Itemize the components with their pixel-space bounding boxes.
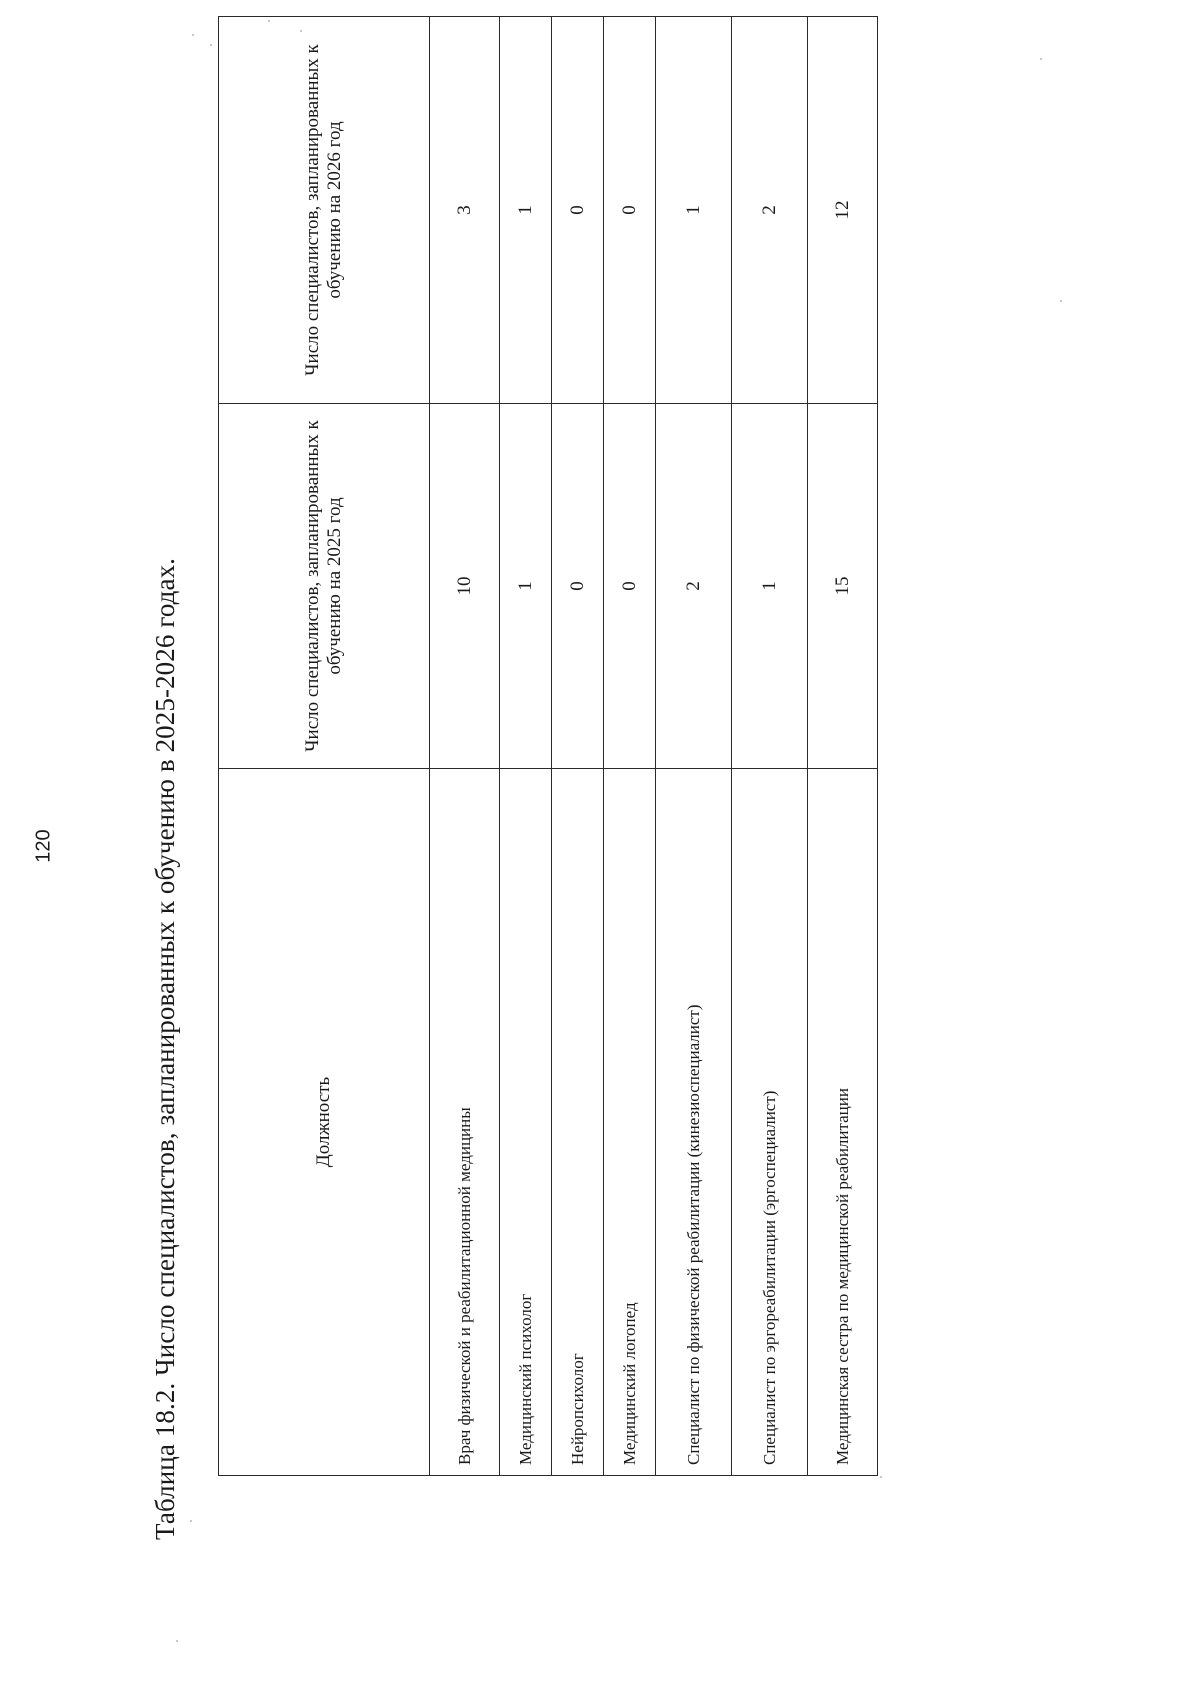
cell-2025: 1 (500, 404, 552, 769)
cell-2026: 12 (808, 17, 878, 404)
specialists-table (218, 16, 878, 1476)
cell-2026: 3 (430, 17, 500, 404)
table-row (732, 17, 808, 1476)
header-year-2026: Число специалистов, запланированных к обучению на 2026 год (219, 17, 430, 404)
cell-position: Нейропсихолог (552, 769, 604, 1476)
cell-2026: 0 (552, 17, 604, 404)
page-number: 120 (32, 829, 55, 863)
table-row (430, 17, 500, 1476)
cell-position: Специалист по физической реабилитации (кинезиоспециалист) (656, 769, 732, 1476)
table-header-row (219, 17, 430, 1476)
scan-speck (176, 1640, 178, 1642)
header-position: Должность (219, 769, 430, 1476)
table-row (656, 17, 732, 1476)
cell-2025: 10 (430, 404, 500, 769)
cell-2025: 0 (552, 404, 604, 769)
cell-position: Врач физической и реабилитационной медицины (430, 769, 500, 1476)
cell-2026: 1 (500, 17, 552, 404)
cell-2025: 0 (604, 404, 656, 769)
cell-position: Специалист по эргореабилитации (эргоспециалист) (732, 769, 808, 1476)
cell-2025: 15 (808, 404, 878, 769)
rotated-page-content (150, 44, 890, 1540)
scan-speck (1040, 58, 1042, 60)
cell-2026: 1 (656, 17, 732, 404)
cell-position: Медицинский психолог (500, 769, 552, 1476)
cell-position: Медицинский логопед (604, 769, 656, 1476)
scan-speck (210, 44, 212, 46)
scan-speck (192, 34, 194, 36)
cell-2026: 2 (732, 17, 808, 404)
cell-2025: 2 (656, 404, 732, 769)
table-row (808, 17, 878, 1476)
cell-2026: 0 (604, 17, 656, 404)
table-row (552, 17, 604, 1476)
header-year-2025: Число специалистов, запланированных к обучению на 2025 год (219, 404, 430, 769)
table-row (500, 17, 552, 1476)
scan-speck (1060, 300, 1062, 302)
table-row (604, 17, 656, 1476)
table-title: Таблица 18.2. Число специалистов, запланированных к обучению в 2025-2026 годах. (150, 557, 180, 1540)
cell-position: Медицинская сестра по медицинской реабилитации (808, 769, 878, 1476)
cell-2025: 1 (732, 404, 808, 769)
